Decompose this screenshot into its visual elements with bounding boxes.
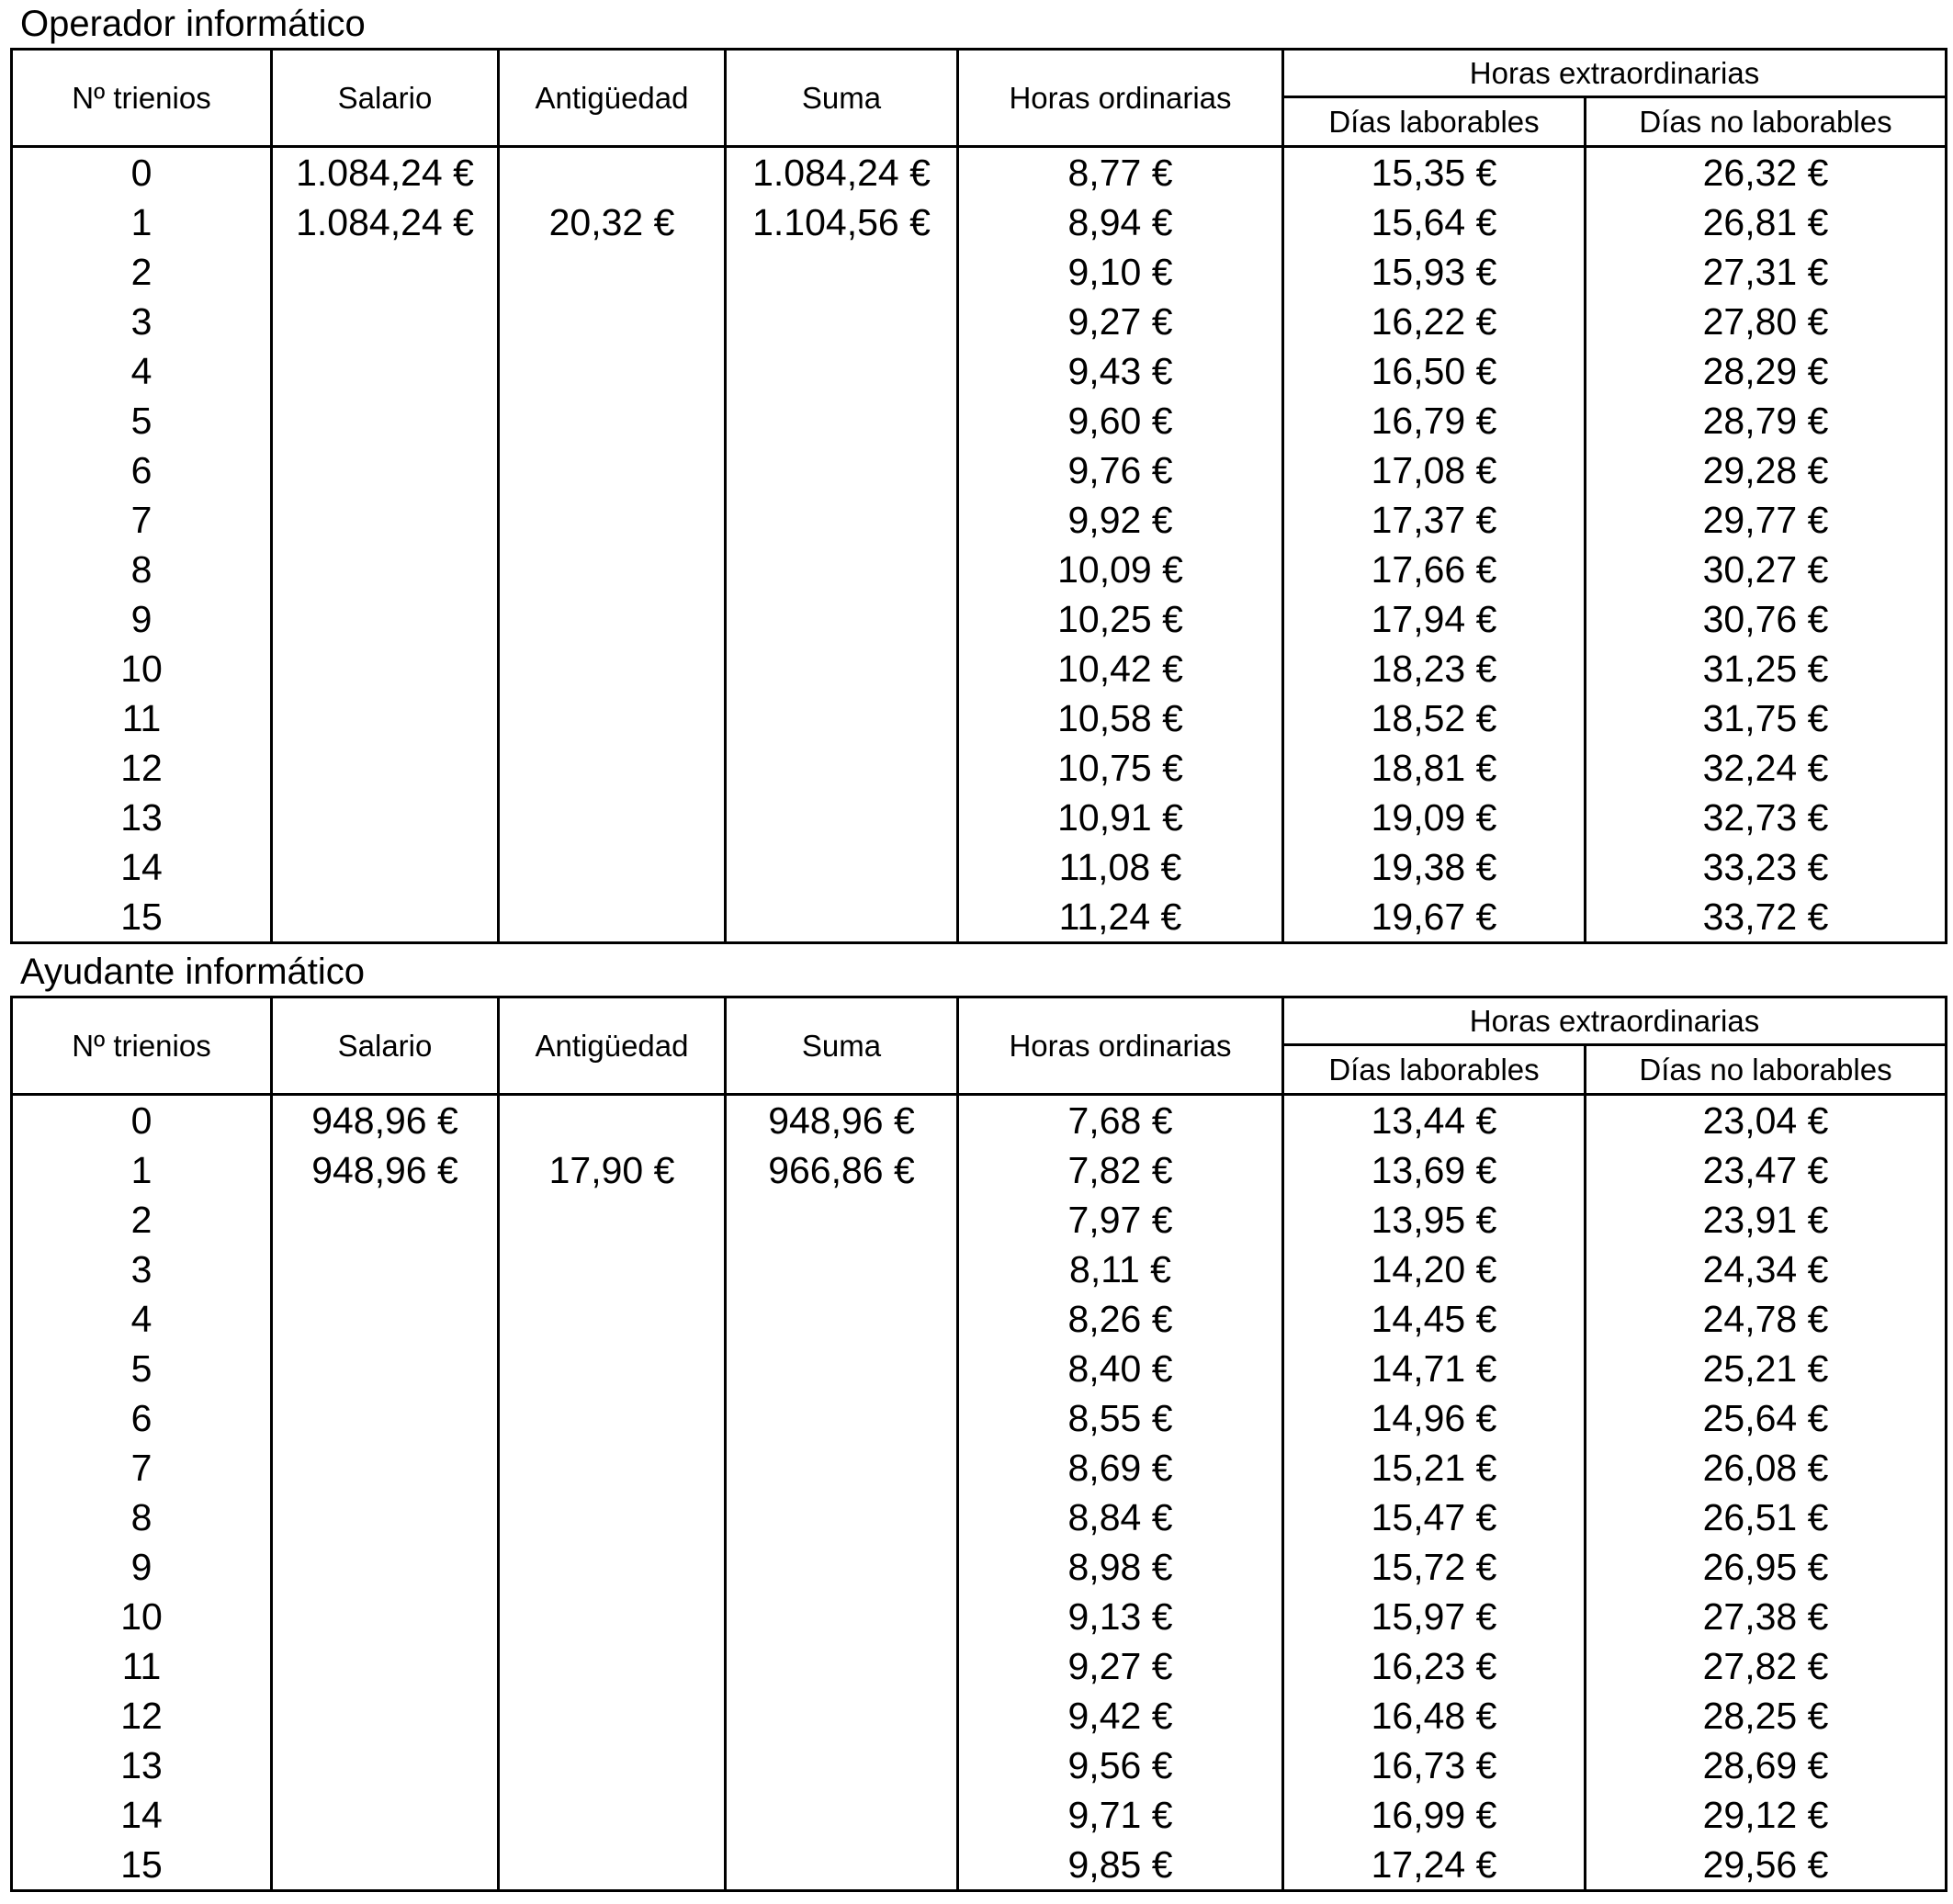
cell-antiguedad [499,1741,726,1790]
cell-dias-no-laborables: 24,78 € [1586,1294,1947,1344]
cell-antiguedad [499,1344,726,1393]
cell-suma [726,1542,958,1592]
cell-dias-laborables: 18,81 € [1283,743,1586,793]
cell-antiguedad [499,793,726,842]
cell-horas-ordinarias: 11,24 € [958,892,1283,943]
table-row [12,1195,1947,1245]
cell-dias-no-laborables: 33,23 € [1586,842,1947,892]
cell-suma [726,1790,958,1840]
cell-suma [726,1493,958,1542]
table-row [12,247,1947,297]
cell-antiguedad [499,247,726,297]
table-row [12,1542,1947,1592]
cell-salario [272,1344,499,1393]
cell-salario [272,1840,499,1891]
cell-horas-ordinarias: 9,42 € [958,1691,1283,1741]
table-row [12,1641,1947,1691]
cell-suma [726,445,958,495]
cell-trienios: 5 [12,396,272,445]
cell-dias-no-laborables: 30,76 € [1586,594,1947,644]
cell-antiguedad [499,1195,726,1245]
table-body [12,147,1947,943]
cell-suma [726,1443,958,1493]
cell-dias-laborables: 15,64 € [1283,197,1586,247]
cell-trienios: 4 [12,346,272,396]
cell-horas-ordinarias: 8,40 € [958,1344,1283,1393]
cell-dias-laborables: 16,73 € [1283,1741,1586,1790]
cell-dias-no-laborables: 26,95 € [1586,1542,1947,1592]
cell-dias-laborables: 15,93 € [1283,247,1586,297]
cell-salario [272,396,499,445]
cell-horas-ordinarias: 8,11 € [958,1245,1283,1294]
cell-suma [726,1641,958,1691]
cell-trienios: 13 [12,1741,272,1790]
cell-salario [272,1790,499,1840]
cell-dias-no-laborables: 24,34 € [1586,1245,1947,1294]
salary-table [10,48,1947,944]
cell-dias-no-laborables: 27,80 € [1586,297,1947,346]
cell-dias-no-laborables: 28,79 € [1586,396,1947,445]
cell-antiguedad [499,842,726,892]
cell-dias-laborables: 17,24 € [1283,1840,1586,1891]
cell-antiguedad [499,892,726,943]
cell-salario [272,1443,499,1493]
table-row [12,1095,1947,1146]
cell-dias-no-laborables: 32,73 € [1586,793,1947,842]
cell-salario [272,247,499,297]
cell-salario [272,644,499,693]
col-header-horas-ordinarias: Horas ordinarias [958,997,1283,1095]
cell-suma [726,644,958,693]
table-body [12,1095,1947,1891]
cell-dias-no-laborables: 25,64 € [1586,1393,1947,1443]
table-row [12,644,1947,693]
cell-trienios: 4 [12,1294,272,1344]
cell-trienios: 0 [12,1095,272,1146]
cell-dias-no-laborables: 28,29 € [1586,346,1947,396]
cell-antiguedad [499,743,726,793]
cell-trienios: 15 [12,892,272,943]
table-row [12,892,1947,943]
table-row [12,1691,1947,1741]
cell-dias-laborables: 13,69 € [1283,1145,1586,1195]
cell-antiguedad [499,1294,726,1344]
cell-horas-ordinarias: 10,75 € [958,743,1283,793]
cell-suma [726,1592,958,1641]
table-row [12,1790,1947,1840]
cell-dias-laborables: 14,96 € [1283,1393,1586,1443]
cell-suma [726,693,958,743]
table-row [12,346,1947,396]
col-header-dias-laborables: Días laborables [1283,1045,1586,1095]
cell-dias-laborables: 16,48 € [1283,1691,1586,1741]
cell-dias-no-laborables: 26,08 € [1586,1443,1947,1493]
cell-trienios: 2 [12,1195,272,1245]
cell-dias-no-laborables: 32,24 € [1586,743,1947,793]
cell-trienios: 8 [12,1493,272,1542]
cell-horas-ordinarias: 9,76 € [958,445,1283,495]
cell-dias-no-laborables: 29,56 € [1586,1840,1947,1891]
cell-salario [272,297,499,346]
cell-dias-no-laborables: 23,91 € [1586,1195,1947,1245]
cell-trienios: 9 [12,1542,272,1592]
cell-salario [272,1393,499,1443]
cell-salario: 948,96 € [272,1095,499,1146]
cell-horas-ordinarias: 10,58 € [958,693,1283,743]
cell-salario [272,1741,499,1790]
cell-dias-laborables: 15,35 € [1283,147,1586,198]
cell-trienios: 10 [12,1592,272,1641]
cell-trienios: 3 [12,297,272,346]
cell-trienios: 6 [12,445,272,495]
cell-antiguedad [499,644,726,693]
cell-suma [726,892,958,943]
cell-dias-laborables: 17,08 € [1283,445,1586,495]
cell-salario [272,594,499,644]
cell-suma [726,1741,958,1790]
cell-salario [272,693,499,743]
table-row [12,495,1947,545]
col-header-antiguedad: Antigüedad [499,997,726,1095]
cell-salario [272,1592,499,1641]
col-header-horas-extraordinarias: Horas extraordinarias [1283,997,1947,1045]
cell-suma [726,297,958,346]
cell-trienios: 7 [12,1443,272,1493]
cell-trienios: 7 [12,495,272,545]
cell-suma [726,793,958,842]
table-row [12,1592,1947,1641]
cell-antiguedad [499,693,726,743]
cell-salario: 948,96 € [272,1145,499,1195]
cell-trienios: 10 [12,644,272,693]
cell-suma [726,396,958,445]
table-row [12,545,1947,594]
cell-antiguedad [499,1691,726,1741]
cell-suma [726,743,958,793]
cell-antiguedad [499,1493,726,1542]
table-row [12,793,1947,842]
cell-suma [726,1840,958,1891]
cell-horas-ordinarias: 9,13 € [958,1592,1283,1641]
cell-horas-ordinarias: 11,08 € [958,842,1283,892]
col-header-dias-no-laborables: Días no laborables [1586,97,1947,147]
table-row [12,1393,1947,1443]
cell-dias-laborables: 14,20 € [1283,1245,1586,1294]
cell-dias-no-laborables: 31,75 € [1586,693,1947,743]
cell-horas-ordinarias: 9,27 € [958,297,1283,346]
cell-horas-ordinarias: 8,98 € [958,1542,1283,1592]
cell-dias-no-laborables: 33,72 € [1586,892,1947,943]
cell-horas-ordinarias: 7,68 € [958,1095,1283,1146]
cell-antiguedad [499,1095,726,1146]
cell-antiguedad [499,1641,726,1691]
col-header-salario: Salario [272,997,499,1095]
cell-salario [272,1493,499,1542]
cell-salario [272,1245,499,1294]
cell-antiguedad [499,1542,726,1592]
cell-horas-ordinarias: 10,42 € [958,644,1283,693]
cell-dias-no-laborables: 23,47 € [1586,1145,1947,1195]
cell-antiguedad [499,594,726,644]
cell-suma [726,1245,958,1294]
col-header-trienios: Nº trienios [12,997,272,1095]
table-row [12,1840,1947,1891]
table-row [12,594,1947,644]
cell-horas-ordinarias: 9,71 € [958,1790,1283,1840]
table-row [12,297,1947,346]
cell-trienios: 14 [12,1790,272,1840]
cell-suma [726,594,958,644]
cell-salario [272,892,499,943]
cell-antiguedad [499,346,726,396]
cell-salario [272,842,499,892]
cell-trienios: 6 [12,1393,272,1443]
cell-trienios: 14 [12,842,272,892]
cell-suma [726,1294,958,1344]
cell-horas-ordinarias: 9,56 € [958,1741,1283,1790]
cell-trienios: 3 [12,1245,272,1294]
cell-dias-no-laborables: 29,12 € [1586,1790,1947,1840]
cell-salario [272,743,499,793]
cell-suma: 1.104,56 € [726,197,958,247]
cell-antiguedad [499,297,726,346]
cell-dias-no-laborables: 29,28 € [1586,445,1947,495]
cell-dias-no-laborables: 27,31 € [1586,247,1947,297]
cell-dias-laborables: 16,22 € [1283,297,1586,346]
cell-dias-laborables: 15,97 € [1283,1592,1586,1641]
cell-horas-ordinarias: 9,43 € [958,346,1283,396]
table-row [12,842,1947,892]
cell-dias-no-laborables: 27,38 € [1586,1592,1947,1641]
cell-salario: 1.084,24 € [272,197,499,247]
cell-trienios: 0 [12,147,272,198]
cell-salario [272,1294,499,1344]
cell-dias-no-laborables: 23,04 € [1586,1095,1947,1146]
table-row [12,197,1947,247]
table-row [12,743,1947,793]
cell-horas-ordinarias: 7,82 € [958,1145,1283,1195]
col-header-horas-extraordinarias: Horas extraordinarias [1283,50,1947,97]
table-row [12,396,1947,445]
cell-antiguedad [499,1443,726,1493]
cell-horas-ordinarias: 9,10 € [958,247,1283,297]
cell-suma [726,495,958,545]
col-header-dias-laborables: Días laborables [1283,97,1586,147]
table-row [12,693,1947,743]
cell-dias-no-laborables: 29,77 € [1586,495,1947,545]
cell-dias-laborables: 16,99 € [1283,1790,1586,1840]
table-row [12,1245,1947,1294]
cell-dias-no-laborables: 28,69 € [1586,1741,1947,1790]
cell-suma [726,346,958,396]
cell-dias-laborables: 16,79 € [1283,396,1586,445]
cell-suma [726,1691,958,1741]
cell-trienios: 11 [12,693,272,743]
cell-dias-laborables: 15,21 € [1283,1443,1586,1493]
cell-antiguedad [499,445,726,495]
cell-antiguedad: 20,32 € [499,197,726,247]
cell-antiguedad [499,1840,726,1891]
col-header-dias-no-laborables: Días no laborables [1586,1045,1947,1095]
cell-dias-laborables: 17,37 € [1283,495,1586,545]
cell-trienios: 9 [12,594,272,644]
cell-dias-no-laborables: 26,51 € [1586,1493,1947,1542]
cell-trienios: 1 [12,1145,272,1195]
cell-suma [726,247,958,297]
section-title: Operador informático [20,4,366,44]
cell-dias-no-laborables: 28,25 € [1586,1691,1947,1741]
cell-dias-laborables: 17,66 € [1283,545,1586,594]
cell-trienios: 12 [12,1691,272,1741]
cell-antiguedad [499,1245,726,1294]
cell-dias-laborables: 19,67 € [1283,892,1586,943]
cell-antiguedad [499,1790,726,1840]
cell-dias-laborables: 16,50 € [1283,346,1586,396]
cell-horas-ordinarias: 8,77 € [958,147,1283,198]
cell-salario [272,1691,499,1741]
cell-dias-laborables: 15,47 € [1283,1493,1586,1542]
cell-horas-ordinarias: 9,60 € [958,396,1283,445]
cell-dias-laborables: 14,45 € [1283,1294,1586,1344]
table-row [12,445,1947,495]
cell-antiguedad [499,495,726,545]
cell-dias-laborables: 16,23 € [1283,1641,1586,1691]
table-row [12,1741,1947,1790]
cell-salario: 1.084,24 € [272,147,499,198]
cell-horas-ordinarias: 8,84 € [958,1493,1283,1542]
cell-dias-laborables: 13,44 € [1283,1095,1586,1146]
cell-dias-no-laborables: 25,21 € [1586,1344,1947,1393]
cell-horas-ordinarias: 9,92 € [958,495,1283,545]
col-header-suma: Suma [726,50,958,147]
cell-trienios: 15 [12,1840,272,1891]
cell-trienios: 2 [12,247,272,297]
col-header-antiguedad: Antigüedad [499,50,726,147]
col-header-suma: Suma [726,997,958,1095]
cell-trienios: 1 [12,197,272,247]
cell-suma [726,1344,958,1393]
cell-dias-laborables: 13,95 € [1283,1195,1586,1245]
cell-horas-ordinarias: 8,55 € [958,1393,1283,1443]
table-header [12,997,1947,1095]
cell-trienios: 12 [12,743,272,793]
cell-salario [272,545,499,594]
cell-trienios: 11 [12,1641,272,1691]
cell-horas-ordinarias: 9,85 € [958,1840,1283,1891]
cell-dias-no-laborables: 31,25 € [1586,644,1947,693]
cell-antiguedad [499,396,726,445]
cell-horas-ordinarias: 8,26 € [958,1294,1283,1344]
cell-salario [272,1195,499,1245]
col-header-trienios: Nº trienios [12,50,272,147]
cell-suma [726,842,958,892]
cell-trienios: 8 [12,545,272,594]
section-title: Ayudante informático [20,952,366,992]
cell-salario [272,346,499,396]
table-row [12,1493,1947,1542]
cell-horas-ordinarias: 10,25 € [958,594,1283,644]
table-header [12,50,1947,147]
cell-suma: 966,86 € [726,1145,958,1195]
cell-suma: 1.084,24 € [726,147,958,198]
col-header-horas-ordinarias: Horas ordinarias [958,50,1283,147]
cell-antiguedad [499,1592,726,1641]
cell-horas-ordinarias: 8,69 € [958,1443,1283,1493]
cell-suma [726,545,958,594]
cell-trienios: 5 [12,1344,272,1393]
salary-table [10,996,1947,1892]
cell-salario [272,1542,499,1592]
cell-dias-laborables: 19,09 € [1283,793,1586,842]
cell-dias-laborables: 18,23 € [1283,644,1586,693]
cell-dias-laborables: 15,72 € [1283,1542,1586,1592]
cell-trienios: 13 [12,793,272,842]
cell-antiguedad [499,545,726,594]
cell-salario [272,495,499,545]
cell-suma [726,1393,958,1443]
cell-antiguedad [499,147,726,198]
cell-dias-laborables: 19,38 € [1283,842,1586,892]
cell-antiguedad [499,1393,726,1443]
cell-dias-no-laborables: 26,81 € [1586,197,1947,247]
table-row [12,1344,1947,1393]
cell-horas-ordinarias: 10,09 € [958,545,1283,594]
cell-suma [726,1195,958,1245]
cell-salario [272,793,499,842]
cell-horas-ordinarias: 7,97 € [958,1195,1283,1245]
table-row [12,1145,1947,1195]
cell-salario [272,1641,499,1691]
table-row [12,147,1947,198]
cell-dias-laborables: 17,94 € [1283,594,1586,644]
cell-dias-no-laborables: 27,82 € [1586,1641,1947,1691]
cell-horas-ordinarias: 10,91 € [958,793,1283,842]
cell-dias-no-laborables: 26,32 € [1586,147,1947,198]
cell-suma: 948,96 € [726,1095,958,1146]
cell-horas-ordinarias: 8,94 € [958,197,1283,247]
table-row [12,1294,1947,1344]
col-header-salario: Salario [272,50,499,147]
cell-horas-ordinarias: 9,27 € [958,1641,1283,1691]
cell-dias-no-laborables: 30,27 € [1586,545,1947,594]
cell-dias-laborables: 14,71 € [1283,1344,1586,1393]
cell-salario [272,445,499,495]
cell-dias-laborables: 18,52 € [1283,693,1586,743]
cell-antiguedad: 17,90 € [499,1145,726,1195]
table-row [12,1443,1947,1493]
